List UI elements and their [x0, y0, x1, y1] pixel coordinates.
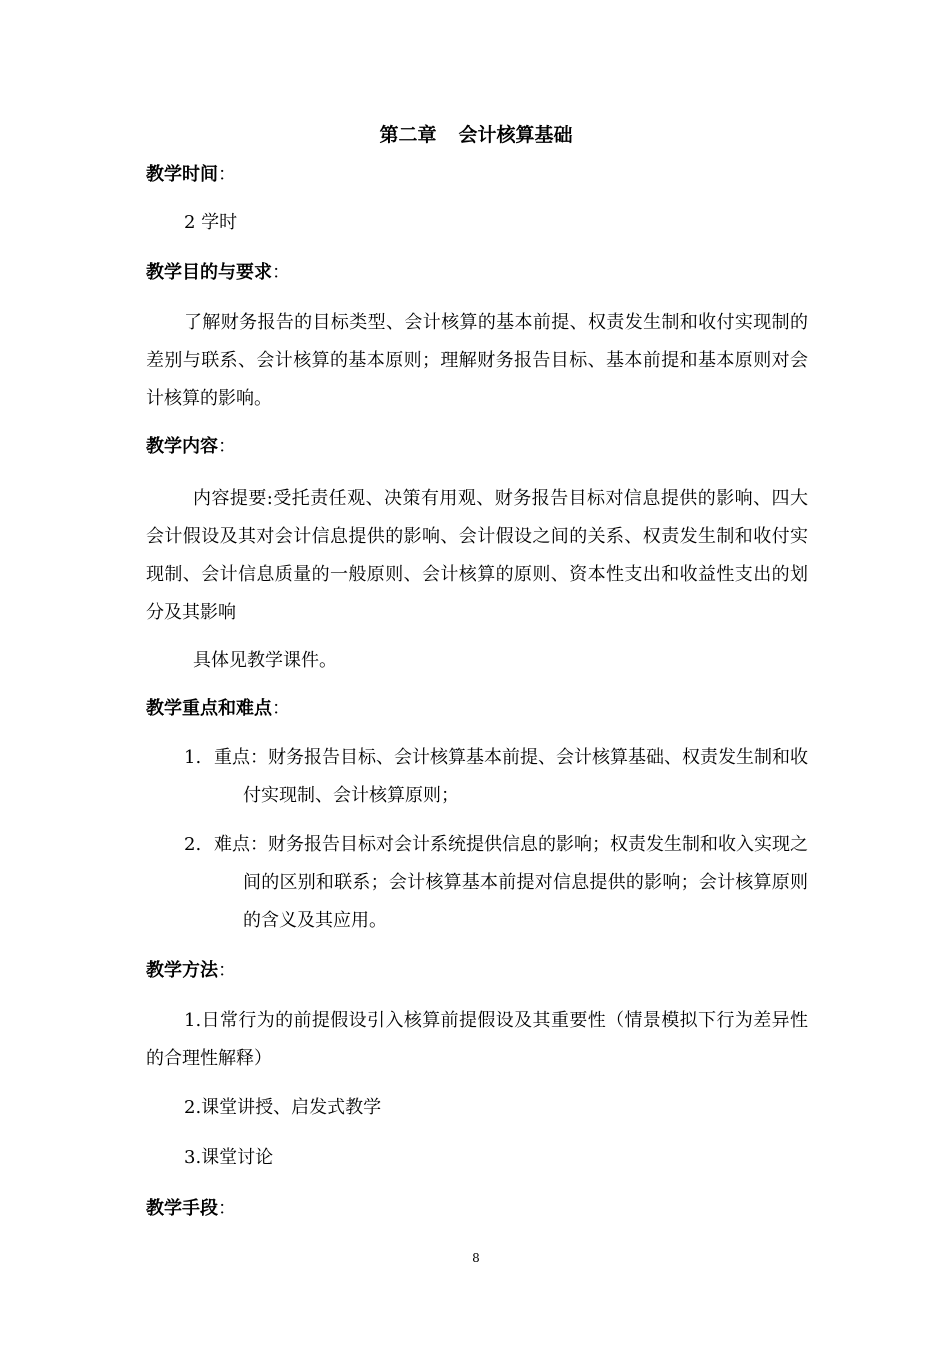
section-heading-time: 教学时间： [146, 164, 236, 185]
method-item-1: 1.日常行为的前提假设引入核算前提假设及其重要性（情景模拟下行为差异性的合理性解释） [146, 1010, 808, 1069]
content-summary-paragraph: 内容提要:受托责任观、决策有用观、财务报告目标对信息提供的影响、四大会计假设及其对会计信息提供的影响、会计假设之间的关系、权责发生制和收付实现制、会计信息质量的一般原则、会计核算的原则、资本性支出和收益性支出的划分及其影响 [146, 488, 808, 623]
key-point-item: 1. 重点：财务报告目标、会计核算基本前提、会计核算基础、权责发生制和收付实现制、会计核算原则； [184, 747, 808, 806]
page-number: 8 [472, 1251, 480, 1265]
section-heading-key-points: 教学重点和难点： [146, 698, 290, 719]
method-item-3: 3.课堂讨论 [184, 1147, 274, 1168]
section-heading-content: 教学内容： [146, 436, 236, 457]
chapter-name: 会计核算基础 [458, 124, 573, 146]
content-note: 具体见教学课件。 [193, 650, 337, 671]
section-heading-methods: 教学方法： [146, 960, 236, 981]
chapter-title [0, 122, 952, 148]
teaching-time-value: 2 学时 [184, 212, 238, 233]
method-item-2: 2.课堂讲授、启发式教学 [184, 1097, 382, 1118]
goals-paragraph: 了解财务报告的目标类型、会计核算的基本前提、权责发生制和收付实现制的差别与联系、会计核算的基本原则；理解财务报告目标、基本前提和基本原则对会计核算的影响。 [146, 312, 808, 409]
chapter-number: 第二章 [379, 124, 437, 146]
section-heading-goals: 教学目的与要求： [146, 262, 290, 283]
difficult-point-item: 2. 难点：财务报告目标对会计系统提供信息的影响；权责发生制和收入实现之间的区别和联系；会计核算基本前提对信息提供的影响；会计核算原则的含义及其应用。 [184, 834, 808, 931]
section-heading-means: 教学手段： [146, 1198, 236, 1219]
